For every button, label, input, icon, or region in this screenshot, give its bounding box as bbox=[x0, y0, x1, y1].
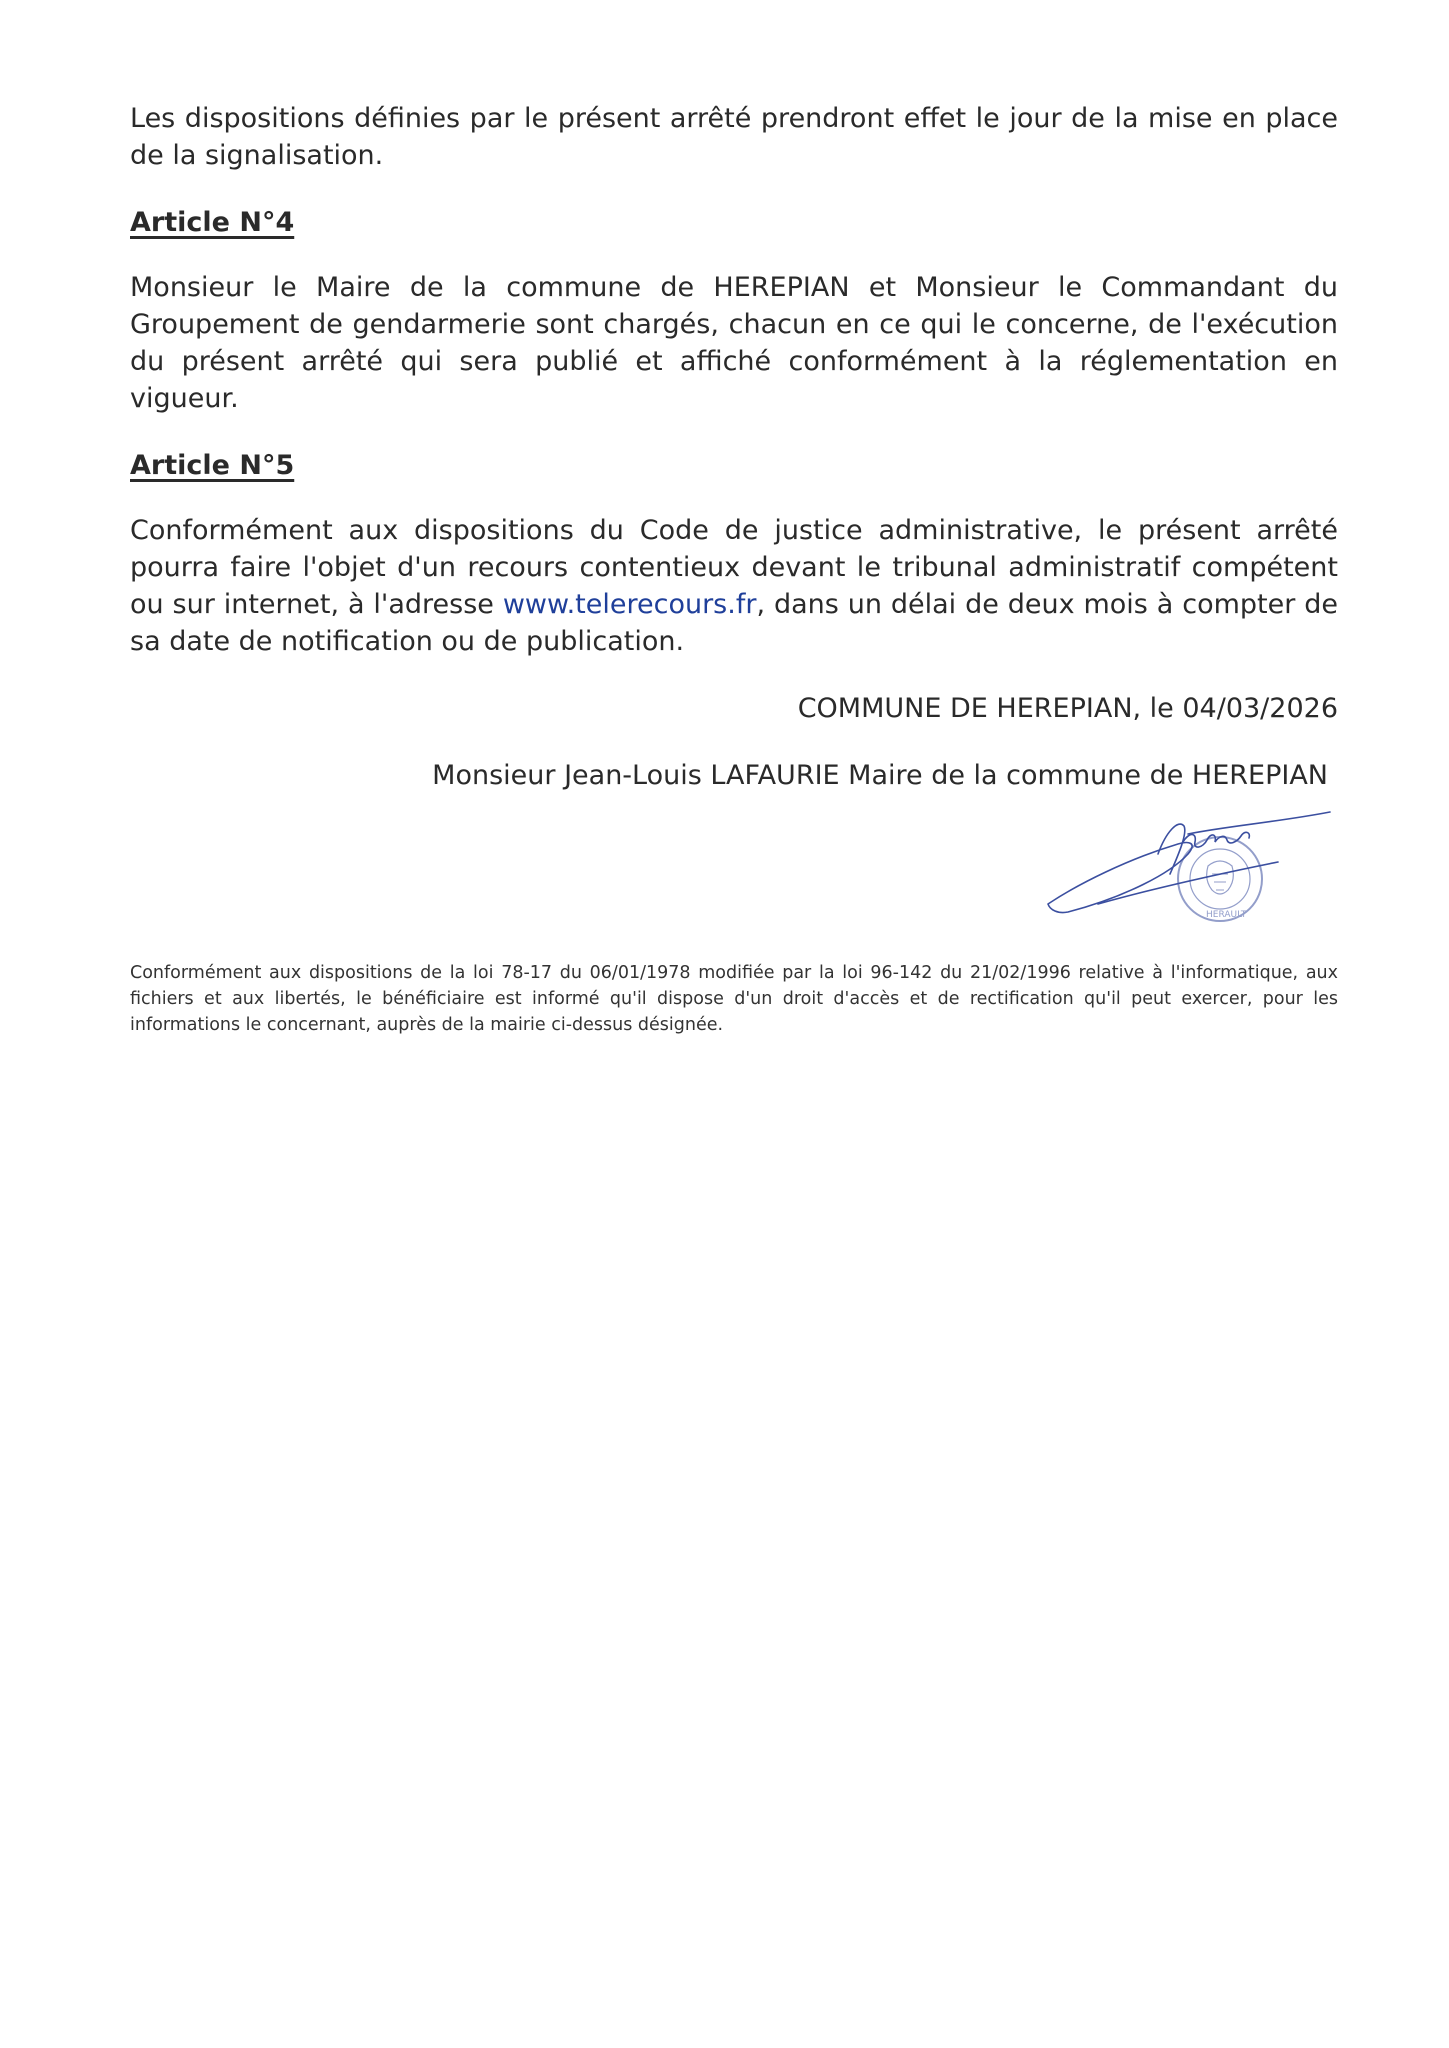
article-5-body bbox=[130, 512, 1338, 660]
intro-paragraph: Les dispositions définies par le présent arrêté prendront effet le jour de la mise en place de la signalisation. bbox=[130, 103, 1338, 171]
article-4-body: Monsieur le Maire de la commune de HEREPIAN et Monsieur le Commandant du Groupement de gendarmerie sont chargés, chacun en ce qui le concerne, de l'exécution du présent arrêté qui sera publié et affiché conformément à la réglementation en vigueur. bbox=[130, 272, 1338, 414]
data-protection-notice: Conformément aux dispositions de la loi 78-17 du 06/01/1978 modifiée par la loi 96-142 du 21/02/1996 relative à l'informatique, aux fichiers et aux libertés, le bénéficiaire est informé qu'il dispose d'un droit d'accès et de rectification qu'il peut exercer, pour les informations le concernant, auprès de la mairie ci-dessus désignée. bbox=[130, 963, 1338, 1035]
signatory-name: Monsieur Jean-Louis LAFAURIE Maire de la commune de HEREPIAN bbox=[432, 760, 1328, 791]
telerecours-link[interactable]: www.telerecours.fr bbox=[502, 589, 757, 620]
signature-image bbox=[1038, 804, 1338, 954]
article-5-title: Article N°5 bbox=[130, 450, 295, 481]
place-and-date: COMMUNE DE HEREPIAN, le 04/03/2026 bbox=[797, 693, 1338, 724]
stamp-lettering: HERAULT bbox=[1206, 910, 1247, 920]
signature-area bbox=[130, 804, 1338, 954]
document-content bbox=[130, 100, 1338, 1038]
article-4-title: Article N°4 bbox=[130, 207, 295, 238]
article-5-body-text: Conformément aux dispositions du Code de justice administrative, le présent arrêté pourra faire l'objet d'un recours contentieux devant le tribunal administratif compétent ou sur internet, à l'adresse bbox=[130, 515, 1338, 620]
handwritten-signature bbox=[1048, 812, 1330, 913]
article-5-body-text-end: , dans un délai de deux mois à compter de sa date de notification ou de publication. bbox=[130, 589, 1339, 657]
